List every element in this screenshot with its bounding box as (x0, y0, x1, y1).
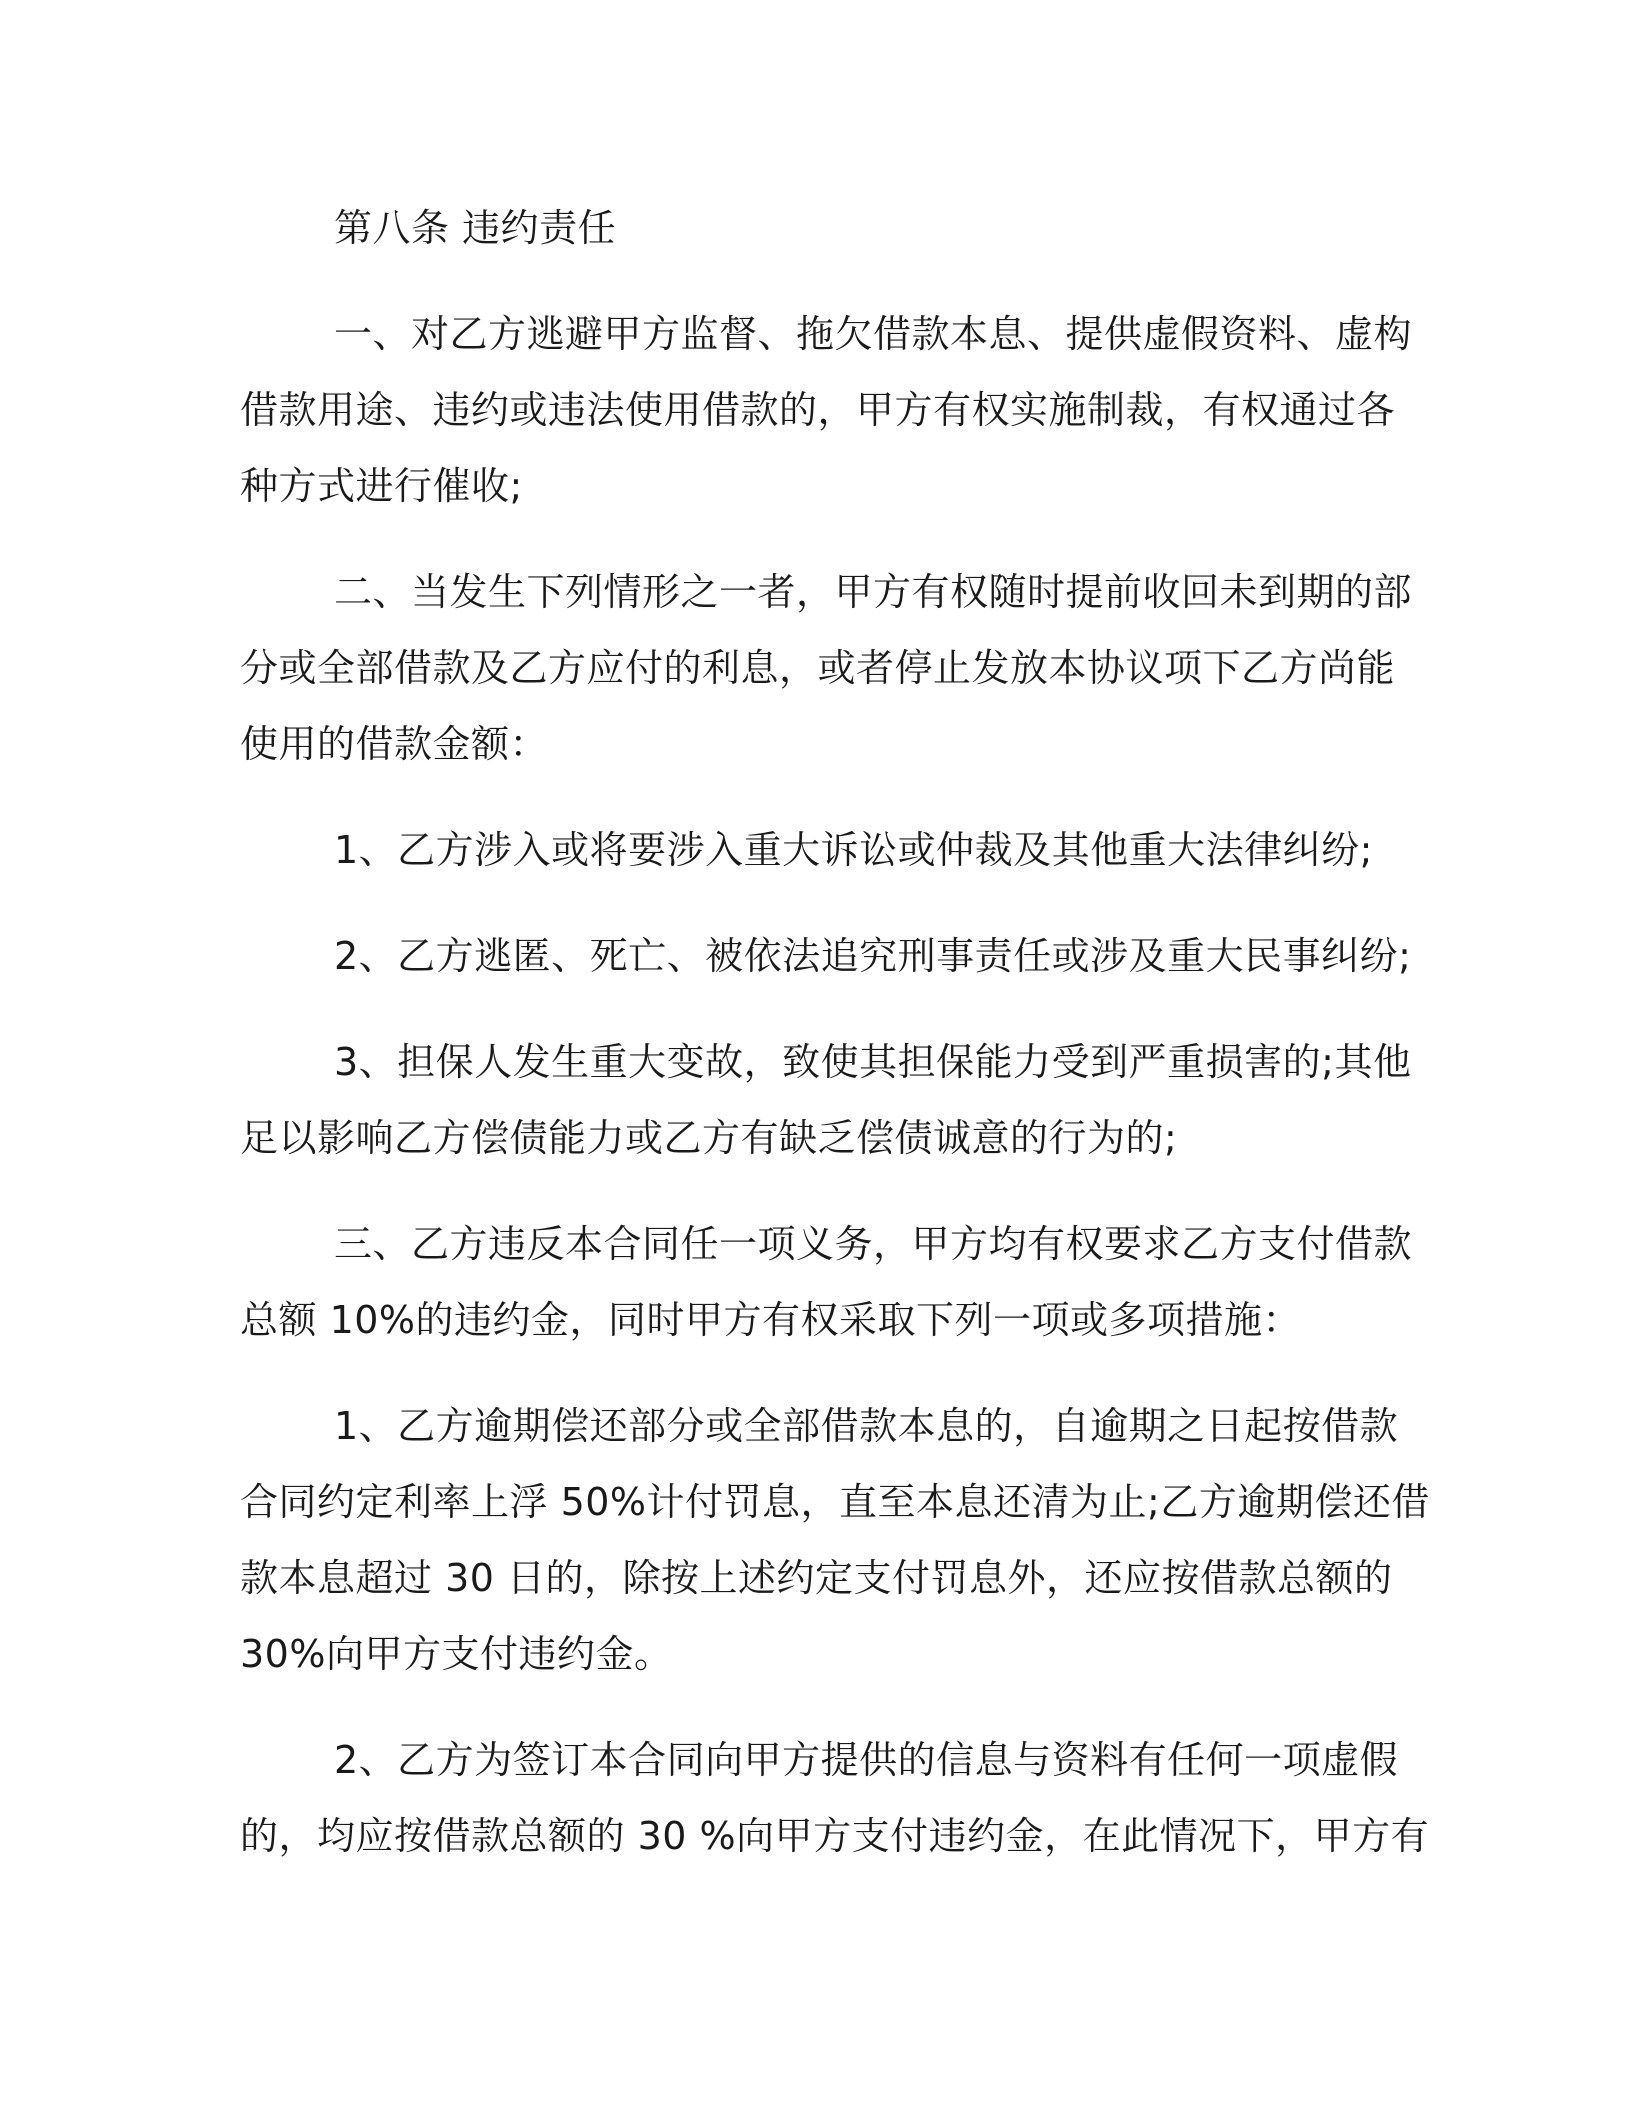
paragraph-line: 3、担保人发生重大变故，致使其担保能力受到严重损害的;其他 (334, 1040, 1412, 1084)
paragraph-line: 的，均应按借款总额的 30 %向甲方支付违约金，在此情况下，甲方有 (240, 1814, 1430, 1858)
paragraph-line: 借款用途、违约或违法使用借款的，甲方有权实施制裁，有权通过各 (240, 388, 1396, 432)
paragraph-5 (240, 1024, 1412, 1176)
paragraph-4 (240, 918, 1412, 994)
paragraph-line: 足以影响乙方偿债能力或乙方有缺乏偿债诚意的行为的; (240, 1116, 1178, 1160)
paragraph-line: 三、乙方违反本合同任一项义务，甲方均有权要求乙方支付借款 (334, 1222, 1413, 1266)
paragraph-line: 种方式进行催收; (240, 464, 523, 508)
paragraph-line: 款本息超过 30 日的，除按上述约定支付罚息外，还应按借款总额的 (240, 1556, 1393, 1600)
paragraph-line: 分或全部借款及乙方应付的利息，或者停止发放本协议项下乙方尚能 (240, 646, 1396, 690)
article-title: 第八条 违约责任 (334, 206, 617, 250)
paragraph-line: 二、当发生下列情形之一者，甲方有权随时提前收回未到期的部 (334, 570, 1413, 614)
paragraph-line: 总额 10%的违约金，同时甲方有权采取下列一项或多项措施： (240, 1298, 1302, 1342)
paragraph-line: 2、乙方为签订本合同向甲方提供的信息与资料有任何一项虚假 (334, 1738, 1399, 1782)
paragraph-2 (240, 554, 1413, 782)
article-heading (240, 190, 1380, 266)
paragraph-line: 2、乙方逃匿、死亡、被依法追究刑事责任或涉及重大民事纠纷; (334, 934, 1412, 978)
paragraph-line: 1、乙方逾期偿还部分或全部借款本息的，自逾期之日起按借款 (334, 1404, 1399, 1448)
paragraph-8 (240, 1722, 1430, 1874)
paragraph-line: 30%向甲方支付违约金。 (240, 1632, 673, 1676)
document-body (240, 190, 1430, 1904)
paragraph-line: 一、对乙方逃避甲方监督、拖欠借款本息、提供虚假资料、虚构 (334, 312, 1413, 356)
paragraph-line: 使用的借款金额： (240, 722, 549, 766)
paragraph-7 (240, 1388, 1430, 1692)
paragraph-1 (240, 296, 1413, 524)
paragraph-line: 合同约定利率上浮 50%计付罚息，直至本息还清为止;乙方逾期偿还借 (240, 1480, 1430, 1524)
paragraph-3 (240, 812, 1380, 888)
paragraph-6 (240, 1206, 1413, 1358)
paragraph-line: 1、乙方涉入或将要涉入重大诉讼或仲裁及其他重大法律纠纷; (334, 828, 1373, 872)
